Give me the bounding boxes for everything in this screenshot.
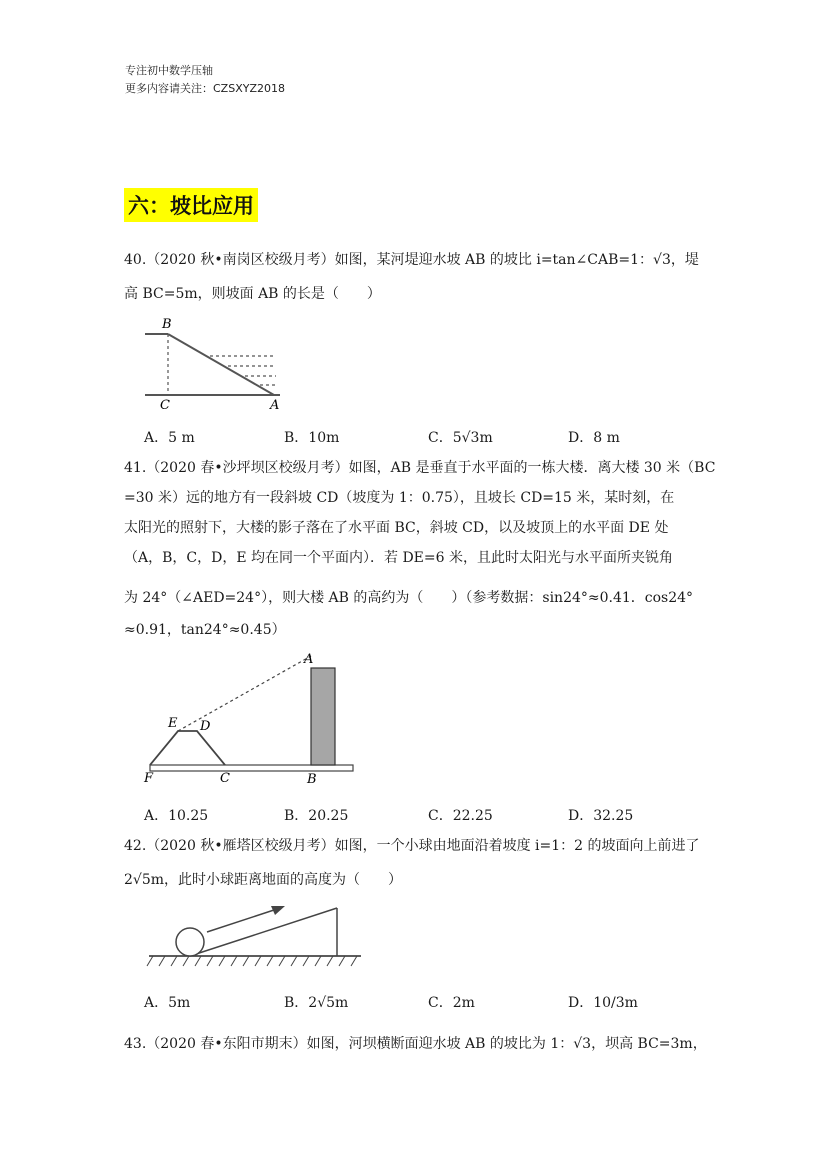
q42-option-d[interactable]: D．10/3m bbox=[568, 995, 638, 1011]
q41-label-f: F bbox=[144, 771, 154, 786]
q41-label-b: B bbox=[307, 772, 317, 786]
q40-label-a: A bbox=[270, 398, 280, 412]
q41-figure bbox=[140, 646, 360, 786]
q41-option-c[interactable]: C．22.25 bbox=[428, 808, 493, 824]
q41-line-3: 太阳光的照射下，大楼的影子落在了水平面 BC，斜坡 CD，以及坡顶上的水平面 DE 处 bbox=[124, 520, 669, 536]
q42-figure bbox=[145, 900, 365, 975]
q42-line-1: 42.（2020 秋•雁塔区校级月考）如图，一个小球由地面沿着坡度 i=1：2 的坡面向上前进了 bbox=[124, 838, 700, 854]
header-line-2: 更多内容请关注：CZSXYZ2018 bbox=[125, 82, 285, 95]
q41-label-d: D bbox=[200, 719, 211, 734]
q40-line-2: 高 BC=5m，则坡面 AB 的长是（ ） bbox=[124, 286, 381, 302]
q40-label-c: C bbox=[160, 398, 170, 412]
q43-line-1: 43.（2020 春•东阳市期末）如图，河坝横断面迎水坡 AB 的坡比为 1：√3，坝高 BC=3m， bbox=[124, 1036, 707, 1052]
q41-line-4: （A，B，C，D，E 均在同一个平面内）．若 DE=6 米，且此时太阳光与水平面所夹锐角 bbox=[124, 550, 673, 566]
q40-label-b: B bbox=[162, 317, 172, 332]
q41-option-d[interactable]: D．32.25 bbox=[568, 808, 634, 824]
q41-label-e: E bbox=[168, 716, 178, 731]
q42-line-2: 2√5m，此时小球距离地面的高度为（ ） bbox=[124, 872, 403, 888]
section-title: 六：坡比应用 bbox=[124, 188, 258, 222]
q41-option-a[interactable]: A．10.25 bbox=[144, 808, 209, 824]
q41-line-6: ≈0.91，tan24°≈0.45） bbox=[124, 622, 286, 638]
q41-line-5: 为 24°（∠AED=24°），则大楼 AB 的高约为（ ）（参考数据：sin24°≈0.41．cos24° bbox=[124, 590, 694, 606]
q42-option-b[interactable]: B．2√5m bbox=[284, 995, 349, 1011]
q40-figure bbox=[140, 312, 290, 412]
q42-option-a[interactable]: A．5m bbox=[144, 995, 191, 1011]
q41-label-c: C bbox=[220, 771, 230, 786]
q40-option-d[interactable]: D．8 m bbox=[568, 430, 620, 446]
q41-option-b[interactable]: B．20.25 bbox=[284, 808, 349, 824]
ball bbox=[176, 928, 204, 956]
q42-option-c[interactable]: C．2m bbox=[428, 995, 475, 1011]
q41-label-a: A bbox=[304, 652, 314, 667]
q40-option-b[interactable]: B．10m bbox=[284, 430, 340, 446]
q40-option-a[interactable]: A．5 m bbox=[144, 430, 195, 446]
ground-hatching bbox=[147, 956, 357, 966]
q41-line-2: =30 米）远的地方有一段斜坡 CD（坡度为 1：0.75），且坡长 CD=15 米，某时刻，在 bbox=[124, 490, 675, 506]
header-line-1: 专注初中数学压轴 bbox=[125, 64, 213, 77]
q41-line-1: 41.（2020 春•沙坪坝区校级月考）如图，AB 是垂直于水平面的一栋大楼．离大楼 30 米（BC bbox=[124, 460, 716, 476]
q40-line-1: 40.（2020 秋•南岗区校级月考）如图，某河堤迎水坡 AB 的坡比 i=tan∠CAB=1：√3，堤 bbox=[124, 252, 699, 268]
q40-option-c[interactable]: C．5√3m bbox=[428, 430, 493, 446]
